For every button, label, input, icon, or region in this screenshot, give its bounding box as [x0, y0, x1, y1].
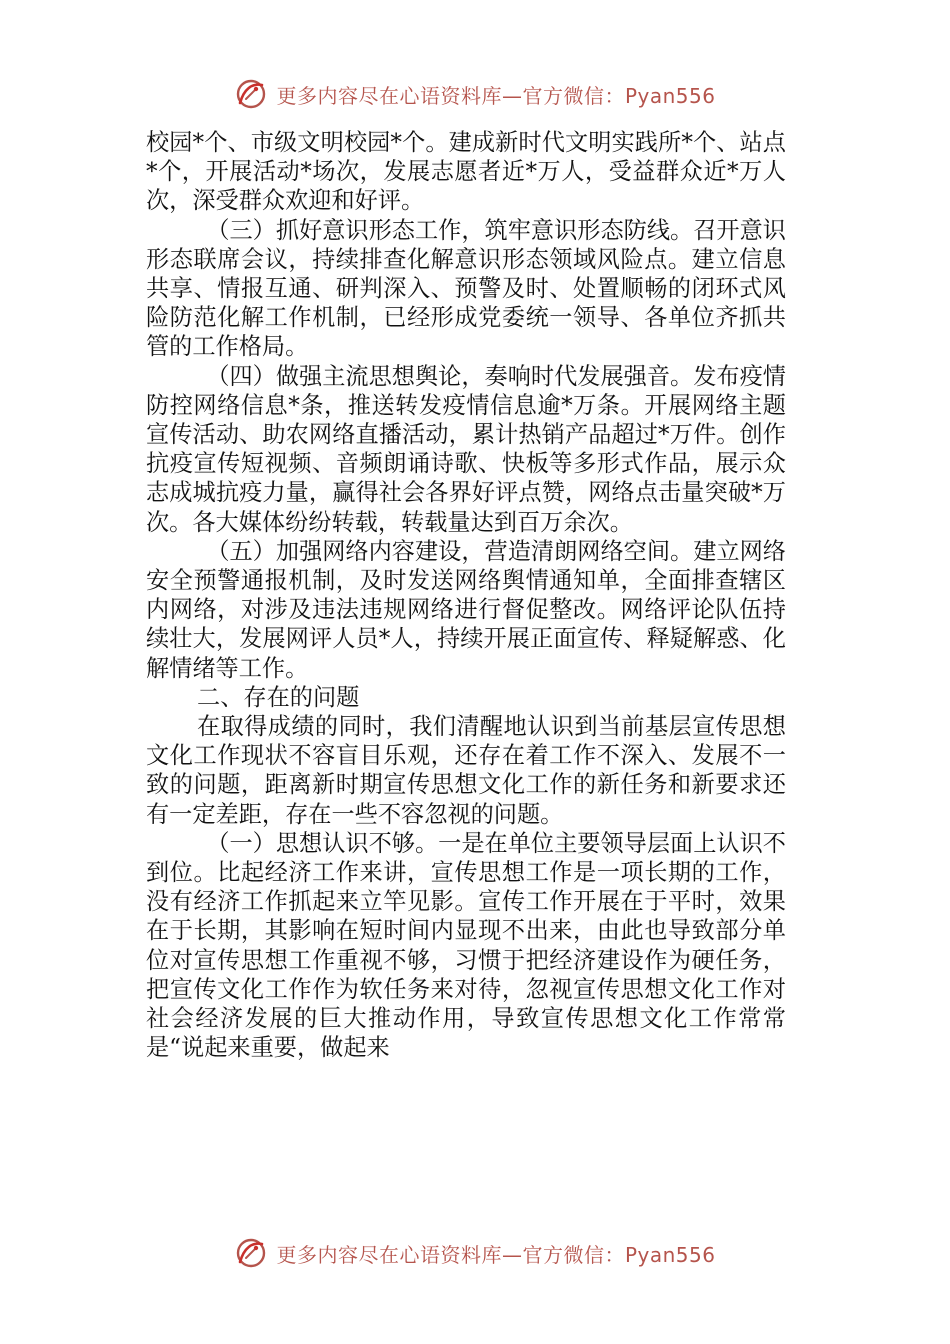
paragraph-section-4: （四）做强主流思想舆论，奏响时代发展强音。发布疫情防控网络信息*条，推送转发疫情信息逾*万条。开展网络主题宣传活动、助农网络直播活动，累计热销产品超过*万件。创作抗疫宣传短视频、音频朗诵诗歌、快板等多形式作品，展示众志成城抗疫力量，赢得社会各界好评点赞，网络点击量突破*万次。各大媒体纷纷转载，转载量达到百万余次。: [146, 362, 786, 536]
watermark-text: 更多内容尽在心语资料库—官方微信：Pyan556: [276, 1242, 716, 1267]
paragraph-section-5: （五）加强网络内容建设，营造清朗网络空间。建立网络安全预警通报机制，及时发送网络舆情通知单，全面排查辖区内网络，对涉及违法违规网络进行督促整改。网络评论队伍持续壮大，发展网评人员*人，持续开展正面宣传、释疑解惑、化解情绪等工作。: [146, 537, 786, 682]
header-watermark: [0, 74, 950, 114]
watermark-logo-icon: [234, 77, 268, 111]
paragraph-problem-1: （一）思想认识不够。一是在单位主要领导层面上认识不到位。比起经济工作来讲，宣传思想工作是一项长期的工作，没有经济工作抓起来立竿见影。宣传工作开展在于平时，效果在于长期，其影响在短时间内显现不出来，由此也导致部分单位对宣传思想工作重视不够，习惯于把经济建设作为硬任务，把宣传文化工作作为软任务来对待，忽视宣传思想文化工作对社会经济发展的巨大推动作用，导致宣传思想文化工作常常是“说起来重要，做起来: [146, 829, 786, 1062]
document-body: [146, 128, 786, 1063]
footer-watermark: [0, 1233, 950, 1273]
watermark-logo-icon: [234, 1236, 268, 1270]
watermark-text: 更多内容尽在心语资料库—官方微信：Pyan556: [276, 83, 716, 108]
section-heading-problems: 二、存在的问题: [197, 683, 360, 711]
paragraph-problems-intro: 在取得成绩的同时，我们清醒地认识到当前基层宣传思想文化工作现状不容盲目乐观，还存在着工作不深入、发展不一致的问题，距离新时期宣传思想文化工作的新任务和新要求还有一定差距，存在一些不容忽视的问题。: [146, 713, 786, 828]
paragraph-continuation: 校园*个、市级文明校园*个。建成新时代文明实践所*个、站点*个，开展活动*场次，发展志愿者近*万人，受益群众近*万人次，深受群众欢迎和好评。: [146, 129, 786, 215]
paragraph-section-3: （三）抓好意识形态工作，筑牢意识形态防线。召开意识形态联席会议，持续排查化解意识形态领域风险点。建立信息共享、情报互通、研判深入、预警及时、处置顺畅的闭环式风险防范化解工作机制，已经形成党委统一领导、各单位齐抓共管的工作格局。: [146, 216, 786, 361]
